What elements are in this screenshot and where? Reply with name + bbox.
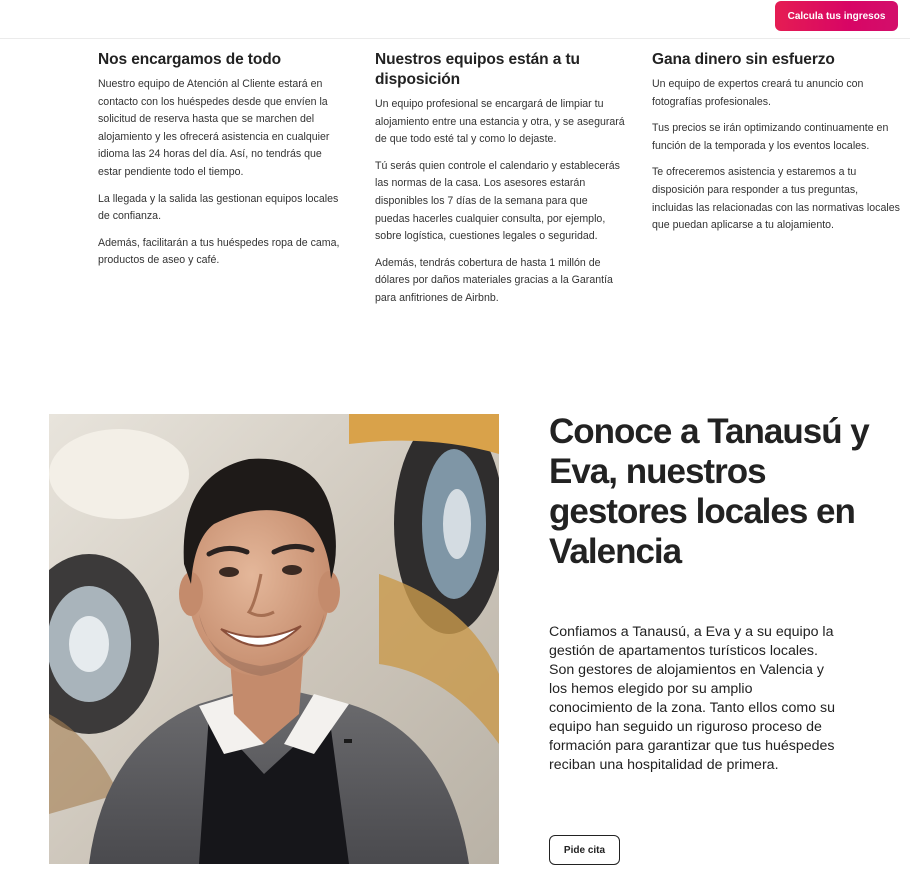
feature-paragraph: Además, facilitarán a tus huéspedes ropa de cama, productos de aseo y café.	[98, 236, 340, 267]
feature-paragraph: Además, tendrás cobertura de hasta 1 millón de dólares por daños materiales gracias a la Garantía para anfitriones de Airbnb.	[375, 256, 613, 304]
meet-hosts-description: Confiamos a Tanausú, a Eva y a su equipo la gestión de apartamentos turísticos locales. Son gestores de alojamientos en Valencia y los hemos elegido por su amplio conocimiento de la zona. Tanto ellos como su equipo han seguido un riguroso proceso de formación para garantizar que tus huéspedes reciban una hospitalidad de primera.	[549, 624, 836, 773]
host-portrait-illustration	[49, 414, 499, 864]
feature-paragraph: Nuestro equipo de Atención al Cliente estará en contacto con los huéspedes desde que envíen la solicitud de reserva hasta que se marchen del alojamiento y les ofrecerá asistencia en cualquier idioma las 24 horas del día. Así, no tendrás que estar pendiente todo el tiempo.	[98, 78, 330, 178]
feature-paragraph: Te ofreceremos asistencia y estaremos a tu disposición para responder a tus preguntas, incluidas las relacionadas con las normativas locales que puedan aplicarse a tu alojamiento.	[652, 166, 900, 232]
feature-title: Gana dinero sin esfuerzo	[652, 51, 835, 68]
calculate-earnings-button[interactable]: Calcula tus ingresos	[775, 1, 898, 31]
feature-paragraph: Tú serás quien controle el calendario y establecerás las normas de la casa. Los asesores estarán disponibles los 7 días de la semana para que puedas hacerles cualquier consulta, por ejemplo, sobre logística, cuestiones legales o seguridad.	[375, 159, 620, 243]
feature-title: Nos encargamos de todo	[98, 51, 281, 68]
feature-paragraph: Un equipo profesional se encargará de limpiar tu alojamiento entre una estancia y otra, y se asegurará de que todo esté tal y como lo dejaste.	[375, 98, 625, 146]
host-photo	[49, 414, 499, 864]
feature-column-all-handled	[98, 50, 348, 279]
feature-paragraph: Un equipo de expertos creará tu anuncio con fotografías profesionales.	[652, 78, 864, 108]
feature-column-teams	[375, 50, 625, 317]
feature-paragraph: La llegada y la salida las gestionan equipos locales de confianza.	[98, 192, 339, 223]
top-bar	[0, 0, 910, 39]
feature-title: Nuestros equipos están a tu disposición	[375, 51, 580, 88]
meet-hosts-title: Conoce a Tanausú y Eva, nuestros gestores locales en Valencia	[549, 412, 869, 571]
feature-column-earn-money	[652, 50, 902, 244]
feature-paragraph: Tus precios se irán optimizando continuamente en función de la temporada y los eventos locales.	[652, 122, 889, 152]
request-appointment-button[interactable]: Pide cita	[549, 835, 620, 865]
